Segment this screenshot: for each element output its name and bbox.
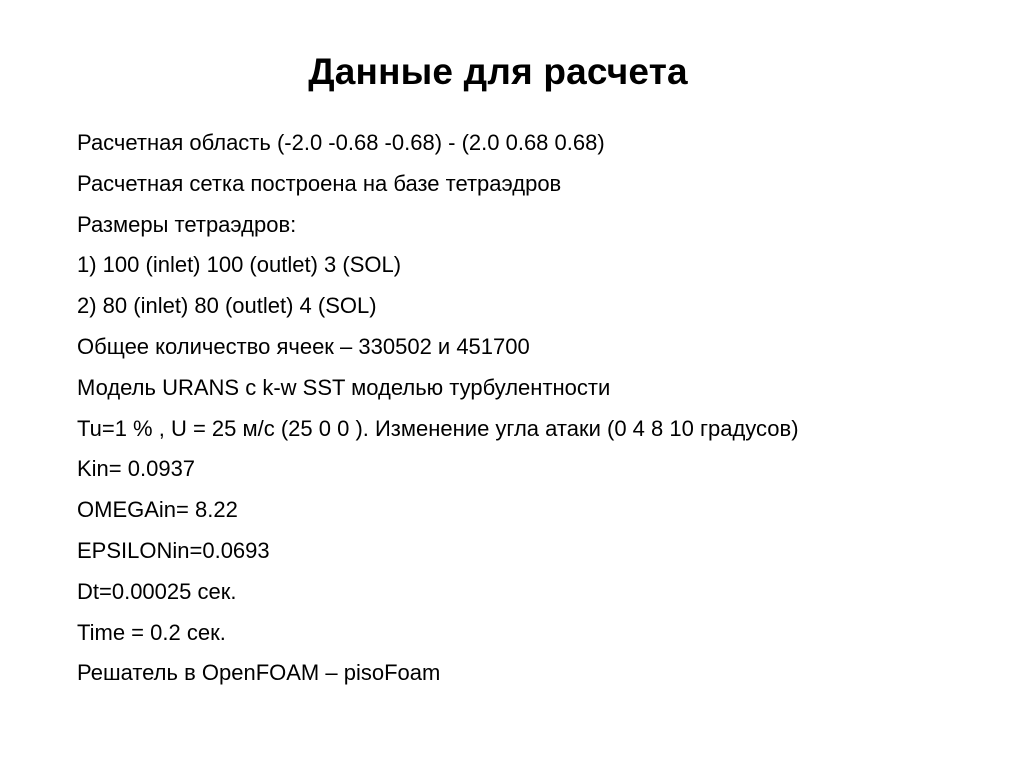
text-line-epsilon: EPSILONin=0.0693 <box>77 537 270 563</box>
text-line-kin: Kin= 0.0937 <box>77 456 196 482</box>
text-line-solver: Решатель в OpenFOAM – pisoFoam <box>77 660 441 686</box>
text-line-sizes-heading: Размеры тетраэдров: <box>77 211 297 237</box>
parameter-list <box>77 123 997 694</box>
text-line-size-1: 1) 100 (inlet) 100 (outlet) 3 (SOL) <box>77 252 402 278</box>
text-line-dt: Dt=0.00025 сек. <box>77 578 237 604</box>
text-line-domain: Расчетная область (-2.0 -0.68 -0.68) - (2.0 0.68 0.68) <box>77 130 605 155</box>
text-line-omega: OMEGAin= 8.22 <box>77 497 238 523</box>
text-line-mesh: Расчетная сетка построена на базе тетраэдров <box>77 170 562 196</box>
slide-title: Данные для расчета <box>308 51 688 92</box>
text-line-flow: Tu=1 % , U = 25 м/с (25 0 0 ). Изменение угла атаки (0 4 8 10 градусов) <box>77 415 799 441</box>
text-line-model: Модель URANS с k-w SST моделью турбулентности <box>77 374 611 400</box>
text-line-time: Time = 0.2 сек. <box>77 619 226 645</box>
text-line-size-2: 2) 80 (inlet) 80 (outlet) 4 (SOL) <box>77 293 377 319</box>
text-line-cell-count: Общее количество ячеек – 330502 и 451700 <box>77 333 530 359</box>
